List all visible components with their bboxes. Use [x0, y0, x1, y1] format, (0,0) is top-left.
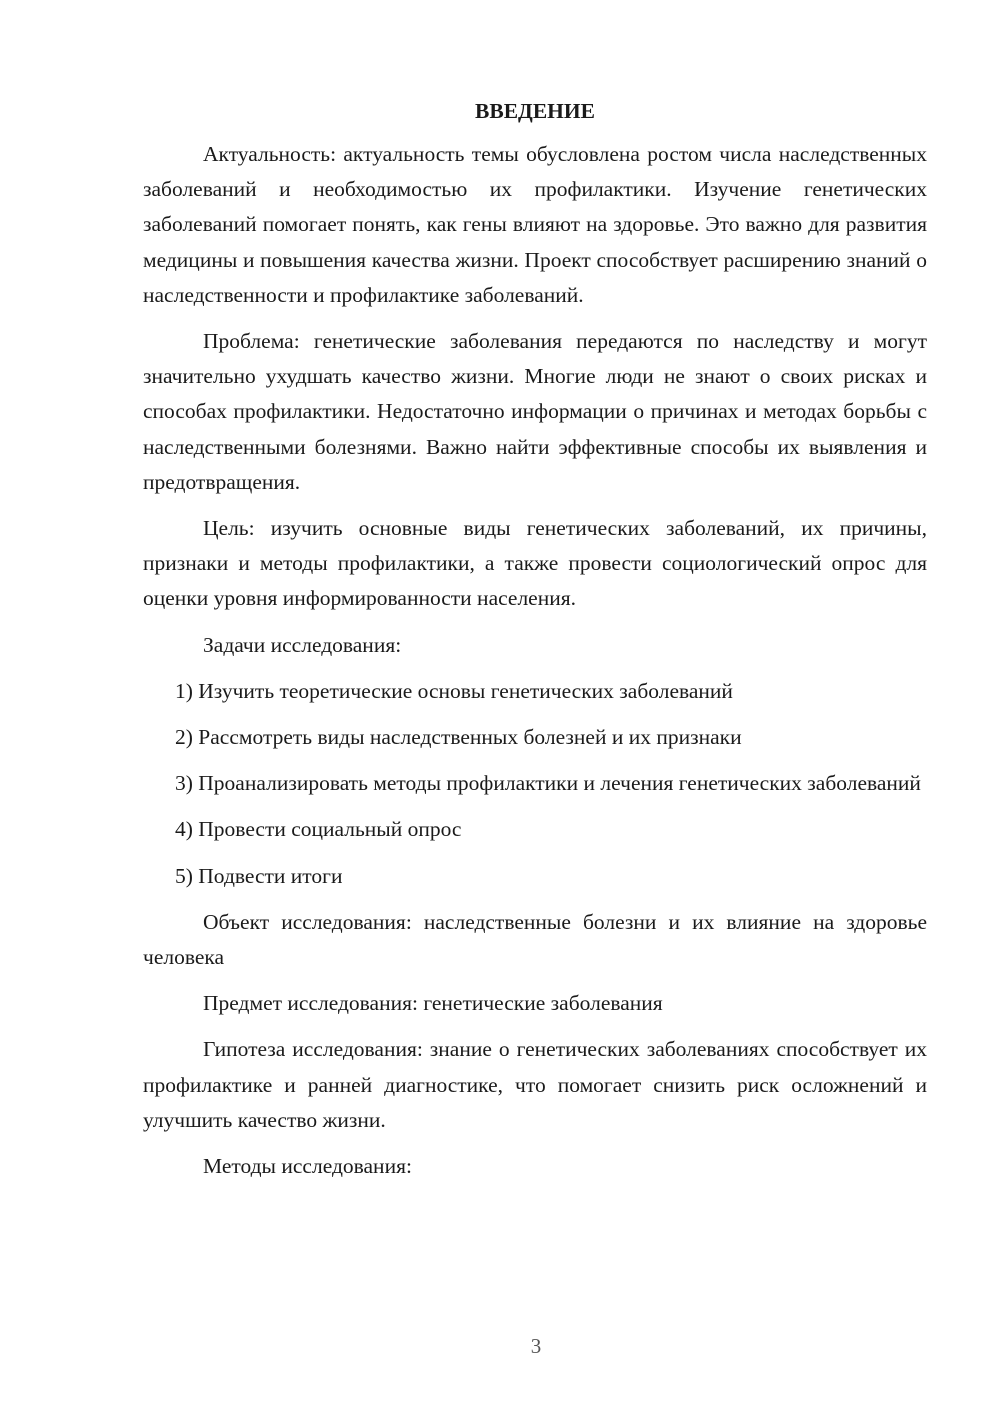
problem-paragraph: Проблема: генетические заболевания передаются по наследству и могут значительно ухудшать качество жизни. Многие люди не знают о своих рисках и способах профилактики. Недостаточно информации о причинах и методах борьбы с наследственными болезнями. Важно найти эффективные способы их выявления и предотвращения. — [143, 329, 927, 494]
research-object-paragraph: Объект исследования: наследственные болезни и их влияние на здоровье человека — [143, 909, 927, 970]
task-item-2: 2) Рассмотреть виды наследственных болезней и их признаки — [175, 725, 742, 750]
relevance-paragraph: Актуальность: актуальность темы обусловлена ростом числа наследственных заболеваний и необходимостью их профилактики. Изучение генетических заболеваний помогает понять, как гены влияют на здоровье. Это важно для развития медицины и повышения качества жизни. Проект способствует расширению знаний о наследственности и профилактике заболеваний. — [143, 142, 927, 307]
hypothesis-paragraph: Гипотеза исследования: знание о генетических заболеваниях способствует их профилактике и ранней диагностике, что помогает снизить риск осложнений и улучшить качество жизни. — [143, 1037, 927, 1132]
methods-heading: Методы исследования: — [203, 1154, 412, 1179]
research-subject-paragraph: Предмет исследования: генетические заболевания — [203, 991, 663, 1016]
task-item-3: 3) Проанализировать методы профилактики и лечения генетических заболеваний — [175, 771, 921, 796]
tasks-heading: Задачи исследования: — [203, 632, 402, 657]
task-item-5: 5) Подвести итоги — [175, 863, 343, 888]
page-number: 3 — [530, 1334, 542, 1358]
goal-paragraph: Цель: изучить основные виды генетических заболеваний, их причины, признаки и методы профилактики, а также провести социологический опрос для оценки уровня информированности населения. — [143, 516, 927, 611]
task-item-1: 1) Изучить теоретические основы генетических заболеваний — [175, 678, 733, 703]
task-item-4: 4) Провести социальный опрос — [175, 817, 462, 842]
section-title: ВВЕДЕНИЕ — [475, 99, 595, 123]
document-page — [143, 96, 927, 1195]
